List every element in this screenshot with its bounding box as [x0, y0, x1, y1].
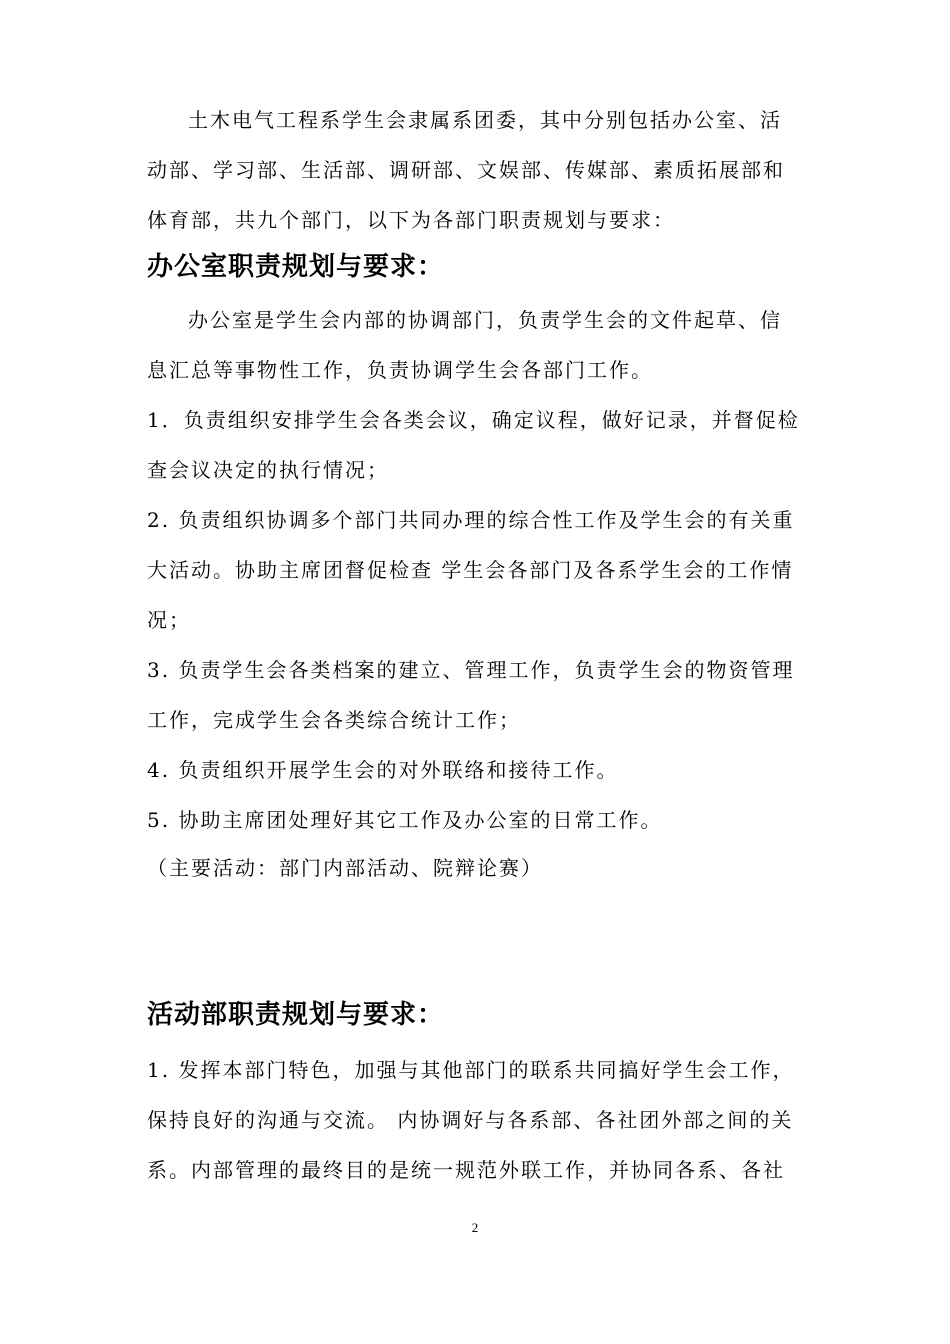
office-paragraph-line: 办公室是学生会内部的协调部门，负责学生会的文件起草、信: [188, 308, 782, 332]
activity-heading: 活动部职责规划与要求：: [147, 1000, 445, 1030]
office-list-item: 工作，完成学生会各类综合统计工作；: [147, 708, 521, 732]
activity-list-item: 1. 发挥本部门特色，加强与其他部门的联系共同搞好学生会工作，: [147, 1058, 795, 1082]
intro-line: 动部、学习部、生活部、调研部、文娱部、传媒部、素质拓展部和: [147, 158, 785, 182]
office-list-item: 4. 负责组织开展学生会的对外联络和接待工作。: [147, 758, 619, 782]
activity-list-item: 系。内部管理的最终目的是统一规范外联工作，并协同各系、各社: [147, 1158, 785, 1182]
office-list-item: 大活动。协助主席团督促检查 学生会各部门及各系学生会的工作情: [147, 558, 794, 582]
office-list-item: 5. 协助主席团处理好其它工作及办公室的日常工作。: [147, 808, 663, 832]
page-number: 2: [471, 1220, 479, 1235]
intro-line: 体育部，共九个部门，以下为各部门职责规划与要求：: [147, 208, 675, 232]
office-list-item: 况；: [147, 608, 191, 632]
office-list-item: 1．负责组织安排学生会各类会议，确定议程，做好记录，并督促检: [147, 408, 800, 432]
activity-list-item: 保持良好的沟通与交流。 内协调好与各系部、各社团外部之间的关: [147, 1108, 794, 1132]
office-list-item: 3. 负责学生会各类档案的建立、管理工作，负责学生会的物资管理: [147, 658, 795, 682]
office-heading: 办公室职责规划与要求：: [147, 252, 445, 282]
office-activities-note: （主要活动：部门内部活动、院辩论赛）: [147, 856, 543, 880]
intro-line: 土木电气工程系学生会隶属系团委，其中分别包括办公室、活: [188, 108, 782, 132]
office-list-item: 2. 负责组织协调多个部门共同办理的综合性工作及学生会的有关重: [147, 508, 795, 532]
office-paragraph-line: 息汇总等事物性工作，负责协调学生会各部门工作。: [147, 358, 653, 382]
office-list-item: 查会议决定的执行情况；: [147, 458, 389, 482]
